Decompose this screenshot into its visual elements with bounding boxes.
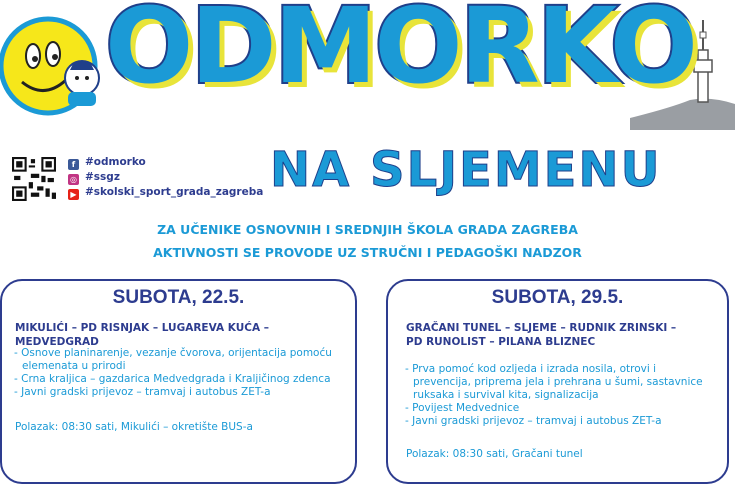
qr-code (12, 157, 56, 201)
event-card (0, 279, 357, 484)
instagram-icon: ◎ (68, 174, 79, 185)
departure-info: Polazak: 08:30 sati, Gračani tunel (406, 448, 583, 460)
activity-list (14, 347, 344, 399)
social-facebook[interactable]: f #odmorko (68, 156, 146, 170)
mascot-logo (0, 4, 106, 130)
social-youtube[interactable]: ▶ #skolski_sport_grada_zagreba (68, 186, 263, 200)
youtube-icon: ▶ (68, 189, 79, 200)
activity-list (405, 363, 717, 428)
activity-item: - Prva pomoć kod ozljeda i izrada nosila, otrovi i prevencija, priprema jela i prehrana u šumi, sastavnice ruksaka i survival kita, signalizacija (405, 363, 703, 401)
social-instagram[interactable]: ◎ #ssgz (70, 171, 120, 184)
event-date: SUBOTA, 29.5. (491, 287, 624, 308)
event-route: MIKULIĆI – PD RISNJAK – LUGAREVA KUĆA – MEDVEDGRAD (15, 322, 269, 348)
activity-item: - Osnove planinarenje, vezanje čvorova, orijentacija pomoću elemenata u prirodi (14, 347, 332, 372)
event-route-line2: PD RUNOLIST – PILANA BLIZNEC (406, 336, 596, 348)
departure-info: Polazak: 08:30 sati, Mikulići – okretište BUS-a (15, 421, 253, 433)
event-route-line1: GRAČANI TUNEL – SLJEME – RUDNIK ZRINSKI – (406, 322, 677, 334)
page-subtitle: NA SLJEMENU (270, 142, 662, 198)
activity-item: - Javni gradski prijevoz – tramvaj i autobus ZET-a (405, 415, 662, 427)
page-title: ODMORKO (105, 0, 696, 107)
facebook-icon: f (68, 159, 79, 170)
event-card (386, 279, 729, 484)
activity-item: - Povijest Medvednice (405, 402, 520, 414)
event-date: SUBOTA, 22.5. (112, 287, 245, 308)
tagline-audience: ZA UČENIKE OSNOVNIH I SREDNJIH ŠKOLA GRADA ZAGREBA (157, 222, 578, 237)
activity-item: - Crna kraljica – gazdarica Medvedgrada i Kraljičinog zdenca (14, 373, 331, 385)
activity-item: - Javni gradski prijevoz – tramvaj i autobus ZET-a (14, 386, 271, 398)
tagline-supervision: AKTIVNOSTI SE PROVODE UZ STRUČNI I PEDAGOŠKI NADZOR (153, 245, 582, 260)
